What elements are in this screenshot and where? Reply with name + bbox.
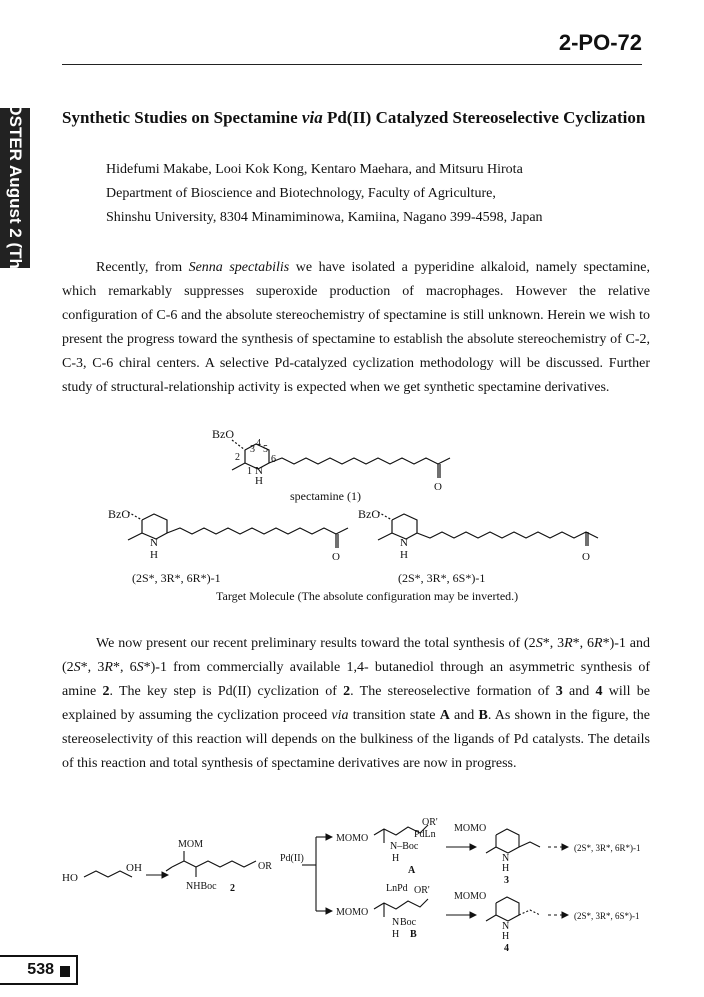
- svg-text:N: N: [400, 537, 408, 549]
- author-block: [106, 158, 543, 230]
- page-number-box: [0, 955, 78, 985]
- svg-text:OH: OH: [126, 862, 142, 874]
- target-caption: Target Molecule (The absolute configuration may be inverted.): [216, 589, 519, 603]
- svg-text:2: 2: [230, 883, 235, 894]
- scheme-figure: [62, 815, 650, 965]
- address-line: Shinshu University, 8304 Minamiminowa, Kamiina, Nagano 399-4598, Japan: [106, 210, 543, 225]
- svg-text:H: H: [502, 863, 510, 874]
- svg-text:LnPd: LnPd: [386, 883, 408, 894]
- svg-text:O: O: [434, 481, 442, 493]
- svg-text:N: N: [150, 537, 158, 549]
- side-tab: [0, 91, 30, 285]
- structure-figure: [62, 420, 650, 610]
- svg-text:2: 2: [235, 452, 240, 463]
- svg-text:O: O: [332, 551, 340, 563]
- svg-text:5: 5: [263, 444, 268, 455]
- svg-text:6: 6: [271, 454, 276, 465]
- page-number: 538: [27, 961, 54, 978]
- product-label-b: (2S*, 3R*, 6S*)-1: [574, 911, 640, 921]
- product-label-a: (2S*, 3R*, 6R*)-1: [574, 843, 641, 853]
- paragraph-results: We now present our recent preliminary results toward the total synthesis of (2S*, 3R*, 6R*)-1 and (2S*, 3R*, 6S*)-1 from commercially available 1,4- butanediol through an asymmetric synthesis of amine 2. The key step is Pd(II) cyclization of 2. The stereoselective formation of 3 and 4 will be explained by assuming the cyclization proceed via transition state A and B. As shown in the figure, the stereoselectivity of this reaction will depends on the bulkiness of the ligands of Pd catalysts. The details of this reaction and total synthesis of spectamine derivatives are now in progress.: [62, 636, 651, 771]
- svg-text:PdLn: PdLn: [414, 829, 436, 840]
- svg-text:H: H: [150, 549, 158, 561]
- svg-text:OR': OR': [422, 817, 438, 828]
- paragraph-intro: Recently, from Senna spectabilis we have isolated a pyperidine alkaloid, namely spectamine, which remarkably suppresses superoxide production of macrophages. However the relative configuration of C-6 and the absolute stereochemistry of spectamine is still unknown. Herein we wish to present the progress toward the synthesis of spectamine to establish the absolute stereochemistry of C-2, C-3, C-6 chiral centers. A selective Pd-catalyzed cyclization methodology will be discussed. Further study of structural-relationship activity is expected when we get synthetic spectamine derivatives.: [62, 260, 650, 395]
- svg-text:Boc: Boc: [400, 917, 417, 928]
- svg-text:NHBoc: NHBoc: [186, 881, 217, 892]
- header-rule: [62, 64, 642, 65]
- isomer-label-left: (2S*, 3R*, 6R*)-1: [132, 571, 221, 585]
- svg-text:H: H: [400, 549, 408, 561]
- affiliation-line: Department of Bioscience and Biotechnology, Faculty of Agriculture,: [106, 186, 496, 201]
- svg-text:OR: OR: [258, 861, 272, 872]
- svg-text:4: 4: [504, 943, 509, 954]
- svg-text:BzO: BzO: [358, 507, 380, 521]
- svg-text:HO: HO: [62, 872, 78, 884]
- svg-text:H: H: [502, 931, 510, 942]
- svg-text:N–Boc: N–Boc: [390, 841, 419, 852]
- abstract-code: 2-PO-72: [558, 30, 642, 55]
- svg-text:O: O: [582, 551, 590, 563]
- svg-text:1: 1: [247, 466, 252, 477]
- svg-text:MOM: MOM: [178, 839, 204, 850]
- paper-title: Synthetic Studies on Spectamine via Pd(II) Catalyzed Stereoselective Cyclization: [62, 108, 646, 127]
- svg-text:A: A: [408, 865, 416, 876]
- svg-text:B: B: [410, 929, 417, 940]
- svg-text:H: H: [255, 475, 263, 487]
- svg-text:3: 3: [250, 444, 255, 455]
- svg-text:MOMO: MOMO: [336, 833, 369, 844]
- svg-text:Pd(II): Pd(II): [280, 853, 304, 864]
- isomer-label-right: (2S*, 3R*, 6S*)-1: [398, 571, 486, 585]
- svg-text:N: N: [502, 921, 510, 932]
- svg-text:MOMO: MOMO: [336, 907, 369, 918]
- bzo-label: BzO: [212, 427, 234, 441]
- side-tab-label: POSTER August 2 (Thu): [6, 91, 25, 285]
- svg-text:MOMO: MOMO: [454, 823, 487, 834]
- authors-line: Hidefumi Makabe, Looi Kok Kong, Kentaro Maehara, and Mitsuru Hirota: [106, 162, 523, 177]
- page-marker: [60, 966, 70, 977]
- svg-text:H: H: [392, 853, 400, 864]
- svg-text:3: 3: [504, 875, 509, 886]
- spectamine-caption: spectamine (1): [290, 489, 361, 503]
- svg-text:4: 4: [256, 438, 261, 449]
- svg-text:H: H: [392, 929, 400, 940]
- svg-text:BzO: BzO: [108, 507, 130, 521]
- svg-text:N: N: [255, 465, 263, 477]
- svg-text:OR': OR': [414, 885, 430, 896]
- svg-text:MOMO: MOMO: [454, 891, 487, 902]
- svg-text:N: N: [392, 917, 400, 928]
- svg-text:N: N: [502, 853, 510, 864]
